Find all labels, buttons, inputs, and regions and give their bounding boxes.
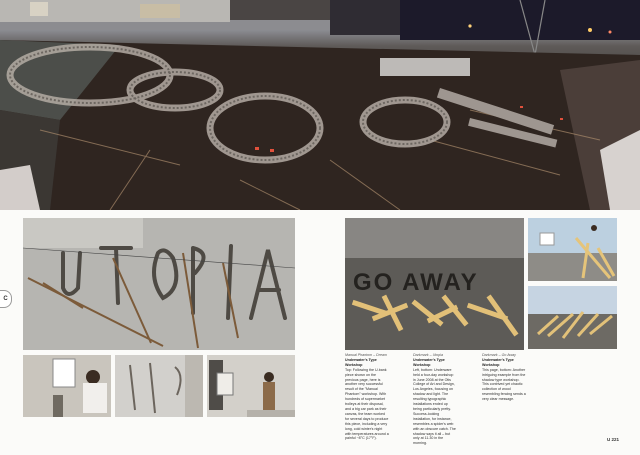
caption-body: This page, bottom: Another intriguing example from the shadow type workshop. This contrived yet chaotic collection of wood resembling fencing sends a very clear message. — [482, 367, 526, 402]
caption-subtitle: Underwater's Type Workshop — [345, 357, 377, 367]
caption-darkmark-utopia — [413, 353, 457, 446]
caption-title: Darkmark – Go Away — [482, 353, 516, 357]
goaway-shadow-photo — [345, 218, 524, 350]
svg-text:GO AWAY: GO AWAY — [353, 269, 479, 296]
caption-body: Top: Following the U-bank piece shown on the previous page, here is another very successful result of the "Manual Phantom" workshop. With hundreds of supermarket trolleys at their disposal, and a big car park as their canvas, the team worked for several days to produce this piece, including a very long, cold winter's night with temperatures around a painful −8°C (17°F). — [345, 367, 389, 441]
page-number: U 221 — [606, 437, 619, 442]
caption-title: Manual Phantom – Dream — [345, 353, 387, 357]
fence-photo-top — [528, 218, 617, 281]
section-letter: C — [3, 296, 8, 302]
trolley-installation-panorama — [0, 0, 640, 210]
caption-body: Left, bottom: Underware held a four-day workshop in June 2008 at the Otis College of Art and Design, Los Angeles, focusing on shadow and light. The resulting typographic installations ended up being particularly pretty. Success-looking installation, for instance, resembles a spider's web with an obscure catch. The shadow says it all – but only at 11.30 in the morning. — [413, 367, 456, 446]
caption-subtitle: Underwater's Type Workshop — [482, 357, 514, 367]
caption-subtitle: Underwater's Type Workshop — [413, 357, 445, 367]
utopia-shadow-photo — [23, 218, 295, 350]
workshop-photo-1 — [23, 355, 111, 417]
caption-manual-phantom — [345, 353, 389, 441]
fence-photo-bottom — [528, 286, 617, 349]
workshop-photo-3 — [207, 355, 295, 417]
caption-darkmark-goaway — [482, 353, 526, 402]
caption-title: Darkmark – Utopia — [413, 353, 443, 357]
section-tab-marker — [0, 290, 12, 308]
workshop-photo-2 — [115, 355, 203, 417]
